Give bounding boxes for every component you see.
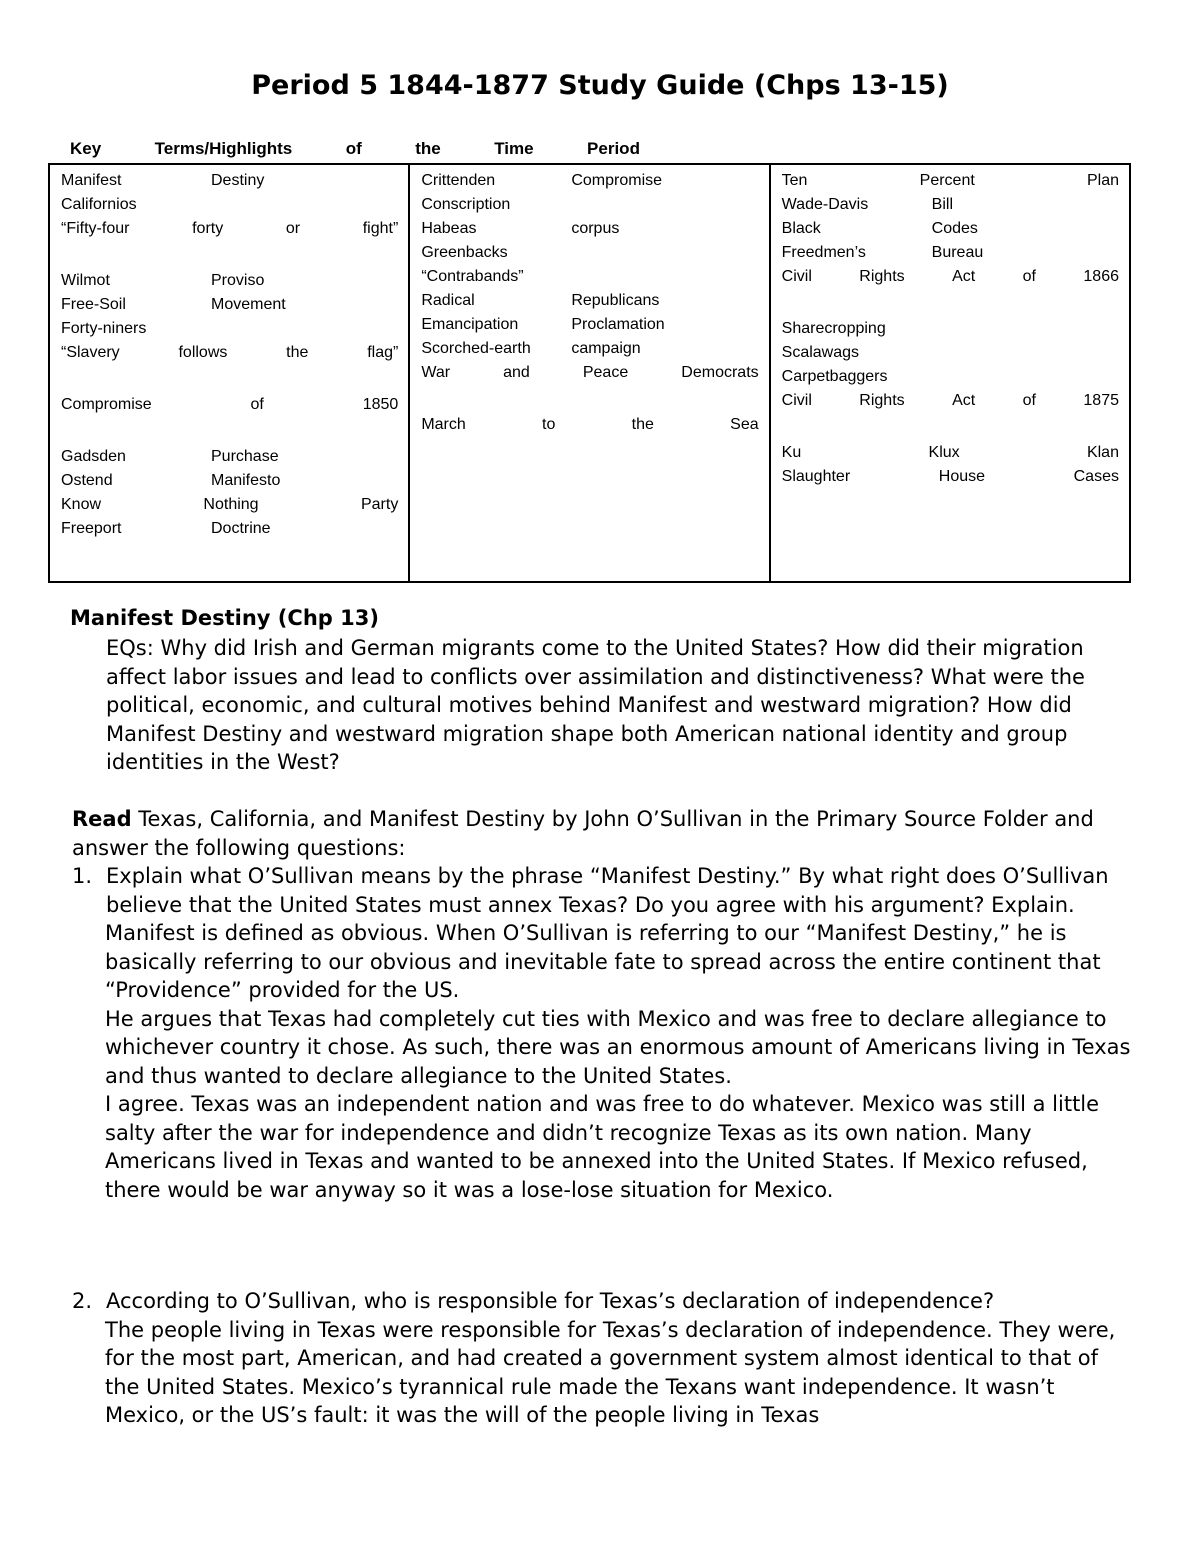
term-word: flag” [367,344,399,361]
term-row [61,445,398,469]
term-word: Slaughter [781,468,851,485]
term-row [782,241,1119,265]
term-row [61,393,398,417]
term-word: Habeas [421,220,477,237]
term-word: “Slavery [61,344,120,361]
term-row [782,389,1119,413]
section-heading: Manifest Destiny (Chp 13) [70,606,379,630]
answer [105,919,1132,1204]
answer-paragraph: I agree. Texas was an independent nation and was free to do whatever. Mexico was still a little salty after the war for independence and didn’t recognize Texas as its own nation. Many Americans lived in Texas and wanted to be annexed into the United States. If Mexico refused, there would be war anyway so it was a lose-lose situation for Mexico. [105,1092,1100,1202]
term-row [782,441,1119,465]
term-word: Californios [61,196,137,213]
term-word: Civil [781,392,812,409]
term-word: Doctrine [211,520,271,537]
term-word: Forty-niners [61,320,147,337]
term-word: Gadsden [61,448,126,465]
term-row [782,193,1119,217]
term-row [782,465,1119,489]
question-block [72,1287,1132,1430]
term-word: Peace [582,364,629,381]
term-word: Act [952,392,976,409]
term-row [421,217,758,241]
term-row [61,193,398,217]
term-word: or [285,220,301,237]
answer-paragraph: The people living in Texas were responsible for Texas’s declaration of independence. They were, for the most part, American, and had created a government system almost identical to that of the United States. Mexico’s tyrannical rule made the Texans want independence. It wasn’t Mexico, or the US’s fault: it was the will of the people living in Texas [105,1317,1116,1427]
term-word: Scorched-earth [421,340,531,357]
term-word: Carpetbaggers [781,368,888,385]
term-row [61,517,398,541]
term-word: Sea [730,416,759,433]
term-word: fight” [362,220,399,237]
term-word: Rights [859,268,905,285]
term-word: Free-Soil [61,296,126,313]
term-row [61,317,398,341]
term-row [61,293,398,317]
term-word: Compromise [571,172,663,189]
term-word: Ostend [61,472,113,489]
term-word: Codes [931,220,978,237]
term-word: 1866 [1083,268,1119,285]
term-word: Scalawags [781,344,860,361]
term-word: Radical [421,292,475,309]
term-word: Wilmot [61,272,110,289]
term-word: of [1022,392,1036,409]
term-row [782,217,1119,241]
key-terms-word: Period [587,139,640,158]
read-text: Texas, California, and Manifest Destiny by John O’Sullivan in the Primary Source Folder and answer the following questions: [72,807,1094,860]
term-row [421,361,758,385]
term-word: Civil [781,268,812,285]
key-terms-word: of [345,139,362,158]
read-label: Read [72,807,132,831]
term-word: Wade-Davis [781,196,869,213]
term-row [61,365,398,393]
term-word: Ten [781,172,808,189]
term-word: Democrats [681,364,759,381]
term-word: Greenbacks [421,244,508,261]
term-row [61,469,398,493]
term-word: War [421,364,451,381]
term-word: Emancipation [421,316,519,333]
term-row [421,169,758,193]
terms-column-chp15 [770,164,1130,582]
term-row [61,269,398,293]
term-row [421,193,758,217]
term-word: House [938,468,986,485]
answer-paragraph: Manifest is defined as obvious. When O’Sullivan is referring to our “Manifest Destiny,” he is basically referring to our obvious and inevitable fate to spread across the entire continent that “Providence” provided for the US. [105,921,1101,1002]
key-terms-word: Terms/Highlights [154,139,293,158]
term-row [782,341,1119,365]
term-word: Freeport [61,520,122,537]
term-row [782,289,1119,317]
key-terms-label [70,139,640,159]
key-terms-word: the [415,139,441,158]
key-terms-word: Key [70,139,102,158]
term-word: Proviso [211,272,265,289]
term-word: Plan [1086,172,1119,189]
question-text: Explain what O’Sullivan means by the phrase “Manifest Destiny.” By what right does O’Sullivan believe that the United States must annex Texas? Do you agree with his argument? Explain. [106,864,1109,917]
term-word: Klux [928,444,960,461]
term-row [421,385,758,413]
term-row [782,169,1119,193]
term-row [782,413,1119,441]
term-word: Sharecropping [781,320,886,337]
term-word: campaign [571,340,641,357]
term-word: March [421,416,466,433]
answer-paragraph: He argues that Texas had completely cut ties with Mexico and was free to declare allegiance to whichever country it chose. As such, there was an enormous amount of Americans living in Texas and thus wanted to declare allegiance to the United States. [105,1006,1131,1088]
term-row [421,265,758,289]
term-word: Ku [781,444,802,461]
term-word: the [631,416,654,433]
term-row [782,265,1119,289]
term-row [61,217,398,241]
term-word: Know [61,496,102,513]
question-number: 2. [72,1289,93,1313]
term-word: Destiny [211,172,265,189]
term-word: of [1022,268,1036,285]
term-row [782,365,1119,389]
answer [105,1316,1132,1430]
term-word: follows [178,344,228,361]
term-row [421,313,758,337]
term-row [61,241,398,269]
term-word: and [503,364,530,381]
term-word: corpus [571,220,620,237]
term-row [421,289,758,313]
term-word: Proclamation [571,316,665,333]
term-word: Bill [931,196,953,213]
read-instructions [72,805,1132,862]
term-word: “Contrabands” [421,268,524,285]
term-row [61,169,398,193]
term-word: forty [192,220,224,237]
term-word: to [542,416,556,433]
term-word: 1875 [1083,392,1119,409]
term-word: Movement [211,296,286,313]
term-word: Manifest [61,172,122,189]
term-word: Republicans [571,292,660,309]
term-row [421,241,758,265]
term-word: Bureau [931,244,984,261]
term-row [61,417,398,445]
term-row [421,413,758,437]
term-word: Compromise [61,396,152,413]
term-word: Manifesto [211,472,281,489]
key-terms-table [48,163,1131,583]
term-word: Percent [919,172,975,189]
question-number: 1. [72,864,93,888]
terms-column-chp13 [49,164,409,582]
term-row [782,317,1119,341]
term-word: Klan [1086,444,1119,461]
term-word: of [250,396,264,413]
term-word: Purchase [211,448,279,465]
term-row [421,337,758,361]
term-word: Nothing [203,496,259,513]
term-word: Freedmen’s [781,244,866,261]
term-row [61,493,398,517]
terms-column-chp14 [409,164,769,582]
term-word: Crittenden [421,172,496,189]
term-word: Conscription [421,196,511,213]
question-text: According to O’Sullivan, who is responsible for Texas’s declaration of independence? [106,1289,995,1313]
term-word: 1850 [362,396,399,413]
question-block [72,862,1132,1204]
term-word: Cases [1073,468,1119,485]
term-row [61,341,398,365]
key-terms-word: Time [494,139,534,158]
term-word: “Fifty-four [61,220,130,237]
term-word: Party [360,496,399,513]
term-word: Rights [859,392,905,409]
essential-questions: EQs: Why did Irish and German migrants come to the United States? How did their migration affect labor issues and lead to conflicts over assimilation and distinctiveness? What were the political, economic, and cultural motives behind Manifest and westward migration? How did Manifest Destiny and westward migration shape both American national identity and group identities in the West? [106,636,1085,774]
term-word: Act [952,268,976,285]
page-title: Period 5 1844-1877 Study Guide (Chps 13-15) [251,70,949,101]
term-word: the [286,344,309,361]
term-word: Black [781,220,821,237]
